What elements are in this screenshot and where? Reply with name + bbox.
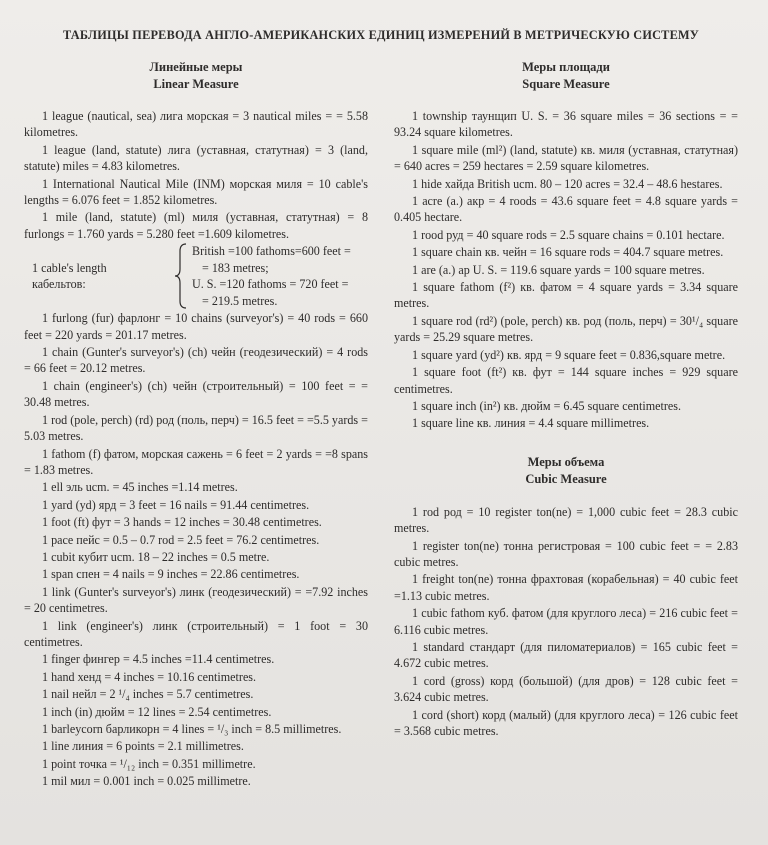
linear-entry: 1 yard (yd) ярд = 3 feet = 16 nails = 91.44 centimetres. bbox=[42, 497, 310, 512]
cable-line: = 219.5 metres. bbox=[202, 293, 278, 308]
linear-entry: 1 rod (pole, perch) (rd) род (поль, перч) = 16.5 feet = =5.5 yards = 5.03 metres. bbox=[24, 412, 368, 444]
linear-measure-column bbox=[24, 59, 368, 790]
cubic-entry: 1 register ton(ne) тонна регистровая = 100 cubic feet = = 2.83 cubic metres. bbox=[394, 538, 738, 569]
linear-entry: 1 barleycorn барликорн = 4 lines = ¹/₃ inch = 8.5 millimetres. bbox=[42, 722, 342, 736]
cable-length-block bbox=[24, 243, 368, 309]
cable-values bbox=[188, 243, 368, 309]
linear-entry: 1 link (Gunter's surveyor's) линк (геодезический) = =7.92 inches = 20 centimetres. bbox=[24, 584, 368, 616]
square-cubic-column bbox=[394, 59, 738, 790]
square-entry: 1 square inch (in²) кв. дюйм = 6.45 square centimetres. bbox=[412, 398, 681, 413]
linear-entry: 1 pace пейс = 0.5 – 0.7 rod = 2.5 feet = 76.2 centimetres. bbox=[42, 532, 320, 547]
square-entry: 1 square foot (ft²) кв. фут = 144 square inches = 929 square centimetres. bbox=[394, 365, 738, 396]
square-entry: 1 hide хайда British ucm. 80 – 120 acres = 32.4 – 48.6 hestares. bbox=[412, 176, 723, 191]
linear-entry: 1 foot (ft) фут = 3 hands = 12 inches = 30.48 centimetres. bbox=[42, 515, 322, 530]
cubic-entry: 1 freight ton(ne) тонна фрахтовая (корабельная) = 40 cubic feet =1.13 cubic metres. bbox=[394, 572, 738, 603]
linear-heading bbox=[24, 59, 368, 93]
square-entry: 1 square chain кв. чейн = 16 square rods = 404.7 square metres. bbox=[412, 245, 724, 260]
linear-entry: 1 finger фингер = 4.5 inches =11.4 centimetres. bbox=[42, 652, 275, 667]
cable-line: U. S. =120 fathoms = 720 feet = bbox=[192, 277, 349, 292]
cubic-heading-en: Cubic Measure bbox=[525, 471, 607, 486]
cubic-entries bbox=[394, 504, 738, 740]
square-heading bbox=[394, 59, 738, 93]
linear-entry: 1 chain (Gunter's surveyor's) (ch) чейн (геодезический) = 4 rods = 66 feet = 20.12 metres. bbox=[24, 345, 368, 376]
linear-heading-ru: Линейные меры bbox=[149, 60, 243, 74]
linear-entry: 1 fathom (f) фатом, морская сажень = 6 feet = 2 yards = =8 spans = 1.83 metres. bbox=[24, 446, 368, 477]
square-heading-ru: Меры площади bbox=[522, 60, 610, 74]
columns bbox=[24, 59, 738, 790]
linear-entry: 1 mile (land, statute) (ml) миля (уставная, статутная) = 8 furlongs = 1.760 yards = 5.280 feet =1.609 kilometres. bbox=[24, 210, 368, 241]
cable-line: = 183 metres; bbox=[202, 260, 269, 275]
linear-entry: 1 point точка = ¹/₁₂ inch = 0.351 millimetre. bbox=[42, 756, 256, 771]
linear-entry: 1 cubit кубит ucm. 18 – 22 inches = 0.5 metre. bbox=[42, 549, 270, 564]
linear-entry: 1 nail нейл = 2 ¹/₄ inches = 5.7 centimetres. bbox=[42, 687, 254, 702]
cubic-entry: 1 cord (short) корд (малый) (для круглого леса) = 126 cubic feet = 3.568 cubic metres. bbox=[394, 707, 738, 738]
linear-entry: 1 hand хенд = 4 inches = 10.16 centimetres. bbox=[42, 669, 257, 684]
cubic-entry: 1 standard стандарт (для пиломатериалов) = 165 cubic feet = 4.672 cubic metres. bbox=[394, 639, 738, 671]
square-heading-en: Square Measure bbox=[522, 77, 610, 91]
linear-entries-before bbox=[24, 108, 368, 242]
linear-entries-after bbox=[24, 310, 368, 789]
linear-entry: 1 International Nautical Mile (INM) морская миля = 10 cable's lengths = 6.076 feet = 1.852 kilometres. bbox=[24, 176, 368, 208]
cubic-entry: 1 cubic fathom куб. фатом (для круглого леса) = 216 cubic feet = 6.116 cubic metres. bbox=[394, 606, 738, 637]
square-entry: 1 rood руд = 40 square rods = 2.5 square chains = 0.101 hectare. bbox=[412, 227, 725, 242]
linear-entry: 1 league (land, statute) лига (уставная, статутная) = 3 (land, statute) miles = 4.83 kilometres. bbox=[24, 142, 368, 174]
cable-label-ru: кабельтов: bbox=[32, 277, 86, 292]
cable-label-en: 1 cable's length bbox=[32, 260, 107, 275]
linear-entry: 1 chain (engineer's) (ch) чейн (строительный) = 100 feet = = 30.48 metres. bbox=[24, 378, 368, 410]
cubic-entry: 1 rod род = 10 register ton(ne) = 1,000 cubic feet = 28.3 cubic metres. bbox=[394, 504, 738, 536]
cubic-heading-ru: Меры объема bbox=[527, 454, 605, 469]
cubic-entry: 1 cord (gross) корд (большой) (для дров) = 128 cubic feet = 3.624 cubic metres. bbox=[394, 673, 738, 705]
linear-heading-en: Linear Measure bbox=[153, 77, 239, 91]
square-entry: 1 square mile (ml²) (land, statute) кв. миля (уставная, статутная) = 640 acres = 259 hectares = 2.59 square kilometres. bbox=[394, 142, 738, 174]
square-entry: 1 acre (a.) акр = 4 roods = 43.6 square feet = 4.8 square yards = 0.405 hectare. bbox=[394, 194, 738, 225]
square-entries bbox=[394, 108, 738, 432]
linear-entry: 1 mil мил = 0.001 inch = 0.025 millimetre. bbox=[42, 774, 251, 789]
cubic-heading bbox=[394, 454, 738, 488]
page-title: ТАБЛИЦЫ ПЕРЕВОДА АНГЛО-АМЕРИКАНСКИХ ЕДИНИЦ ИЗМЕРЕНИЙ В МЕТРИЧЕСКУЮ СИСТЕМУ bbox=[62, 28, 700, 42]
linear-entry: 1 inch (in) дюйм = 12 lines = 2.54 centimetres. bbox=[42, 704, 272, 719]
square-entry: 1 square fathom (f²) кв. фатом = 4 square yards = 3.34 square metres. bbox=[394, 280, 738, 311]
cable-label bbox=[24, 260, 174, 293]
square-entry: 1 township таунщип U. S. = 36 square miles = 36 sections = = 93.24 square kilometres. bbox=[394, 109, 738, 140]
square-entry: 1 square line кв. линия = 4.4 square millimetres. bbox=[412, 416, 650, 431]
linear-entry: 1 ell эль ucm. = 45 inches =1.14 metres. bbox=[42, 480, 238, 495]
linear-entry: 1 span спен = 4 nails = 9 inches = 22.86 centimetres. bbox=[42, 567, 300, 582]
linear-entry: 1 link (engineer's) линк (строительный) = 1 foot = 30 centimetres. bbox=[24, 618, 368, 649]
square-entry: 1 square rod (rd²) (pole, perch) кв. род (поль, перч) = 30¹/₄ square yards = 25.29 square metres. bbox=[394, 313, 738, 345]
square-entry: 1 square yard (yd²) кв. ярд = 9 square feet = 0.836,square metre. bbox=[412, 347, 726, 362]
linear-entry: 1 league (nautical, sea) лига морская = 3 nautical miles = = 5.58 kilometres. bbox=[24, 109, 368, 140]
square-entry: 1 are (a.) ар U. S. = 119.6 square yards = 100 square metres. bbox=[412, 262, 705, 277]
linear-entry: 1 line линия = 6 points = 2.1 millimetres. bbox=[42, 739, 244, 754]
linear-entry: 1 furlong (fur) фарлонг = 10 chains (surveyor's) = 40 rods = 660 feet = 220 yards = 201.17 metres. bbox=[24, 311, 368, 342]
cable-line: British =100 fathoms=600 feet = bbox=[192, 244, 351, 259]
curly-brace-icon bbox=[174, 243, 188, 309]
